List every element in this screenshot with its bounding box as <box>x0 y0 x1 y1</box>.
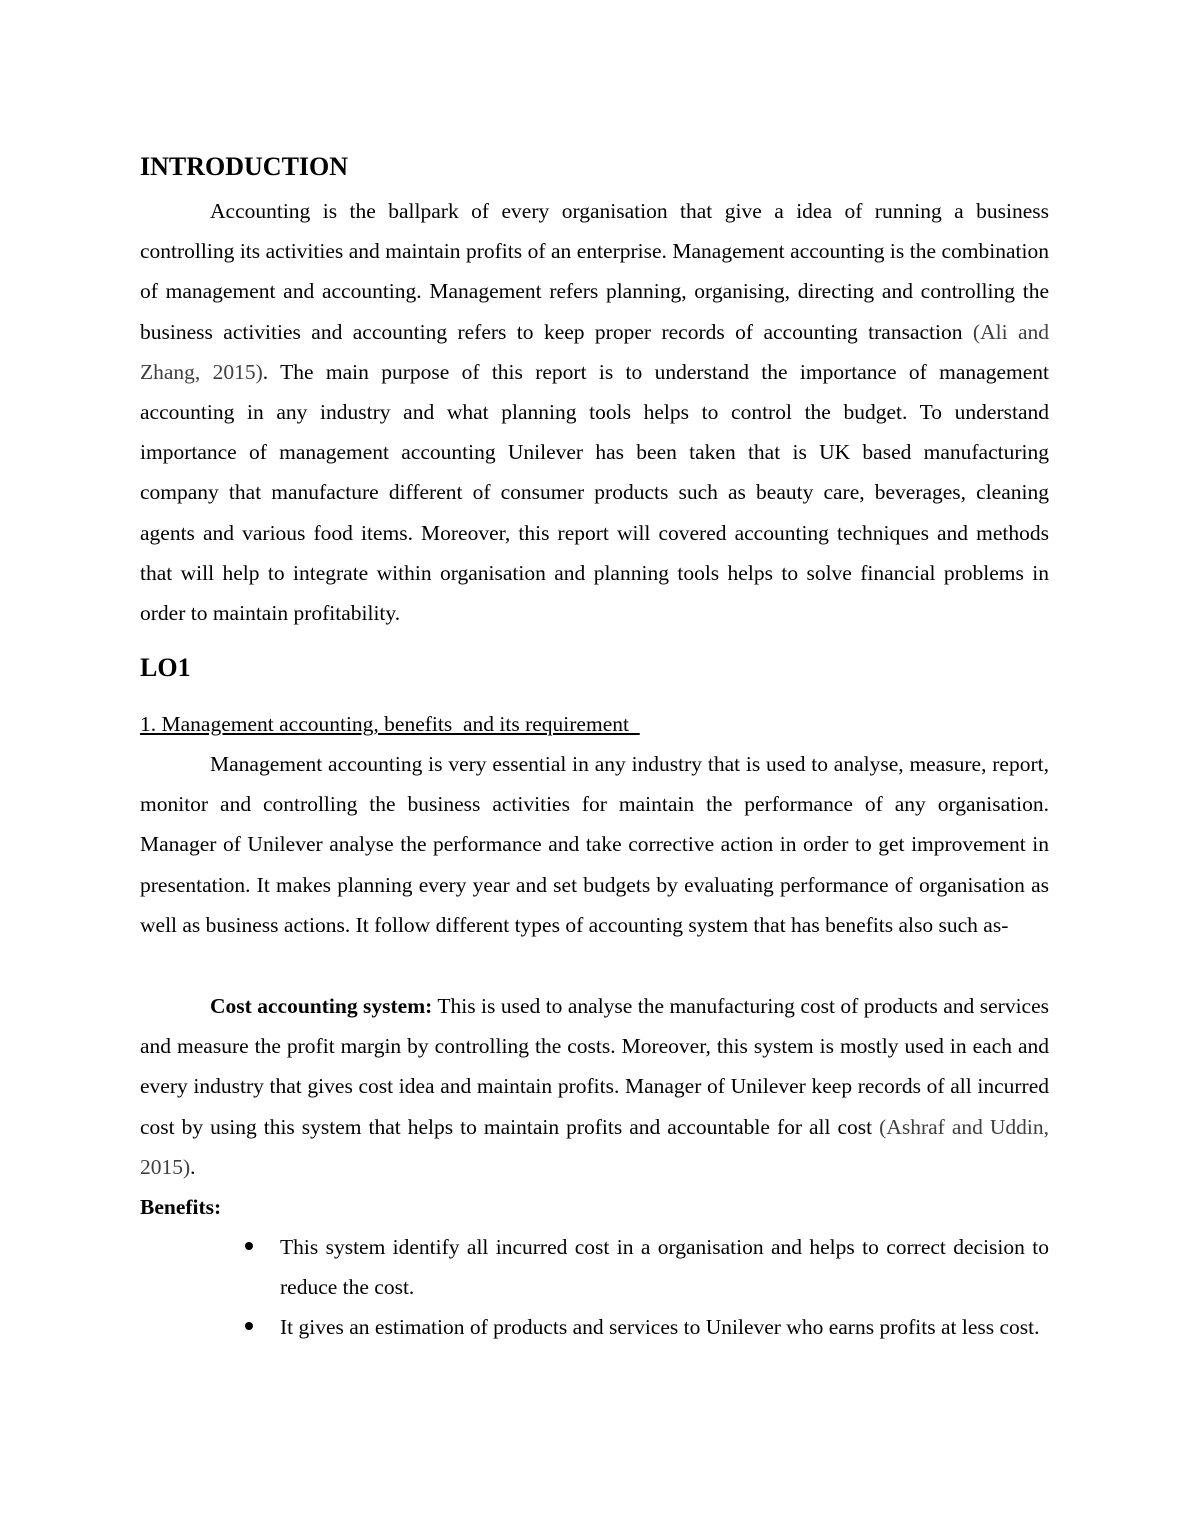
introduction-paragraph <box>140 191 1049 633</box>
cost-accounting-text-part-1: This is used to analyse the manufacturing cost of products and services and measure the profit margin by controlling the costs. Moreover, this system is mostly used in each and every industry that gives cost idea and maintain profits. Manager of Unilever keep records of all incurred cost by using this system that helps to maintain profits and accountable for all cost <box>140 994 1049 1139</box>
introduction-heading: INTRODUCTION <box>140 152 349 181</box>
cost-accounting-term: Cost accounting system: <box>210 994 433 1018</box>
lo1-heading: LO1 <box>140 653 191 682</box>
bullet-icon <box>245 1322 253 1330</box>
management-accounting-subheading: 1. Management accounting, benefits and its requirement <box>140 712 640 736</box>
benefit-text: This system identify all incurred cost in a organisation and helps to correct decision to reduce the cost. <box>280 1235 1049 1300</box>
introduction-text-part-1: Accounting is the ballpark of every organisation that give a idea of running a business controlling its activities and maintain profits of an enterprise. Management accounting is the combination of management and accounting. Management refers planning, organising, directing and controlling the business activities and accounting refers to keep proper records of accounting transaction <box>140 199 1049 344</box>
cost-accounting-paragraph <box>140 986 1049 1187</box>
benefits-list <box>280 1227 1049 1348</box>
management-accounting-paragraph: Management accounting is very essential in any industry that is used to analyse, measure, report, monitor and controlling the business activities for maintain the performance of any organisation. Manager of Unilever analyse the performance and take corrective action in order to get improvement in presentation. It makes planning every year and set budgets by evaluating performance of organisation as well as business actions. It follow different types of accounting system that has benefits also such as- <box>140 752 1049 937</box>
bullet-icon <box>245 1242 253 1250</box>
list-item <box>280 1307 1049 1347</box>
introduction-citation: (Ali and Zhang, 2015) <box>140 319 1049 384</box>
cost-accounting-text-part-2: . <box>190 1154 196 1179</box>
introduction-text-part-2: . The main purpose of this report is to understand the importance of management accounting in any industry and what planning tools helps to control the budget. To understand importance of management accounting Unilever has been taken that is UK based manufacturing company that manufacture different of consumer products such as beauty care, beverages, cleaning agents and various food items. Moreover, this report will covered accounting techniques and methods that will help to integrate within organisation and planning tools helps to solve financial problems in order to maintain profitability. <box>140 359 1049 626</box>
benefits-label: Benefits: <box>140 1195 222 1219</box>
benefit-text: It gives an estimation of products and services to Unilever who earns profits at less cost. <box>280 1315 1040 1340</box>
list-item <box>280 1227 1049 1307</box>
cost-accounting-citation: (Ashraf and Uddin, 2015) <box>140 1114 1049 1179</box>
